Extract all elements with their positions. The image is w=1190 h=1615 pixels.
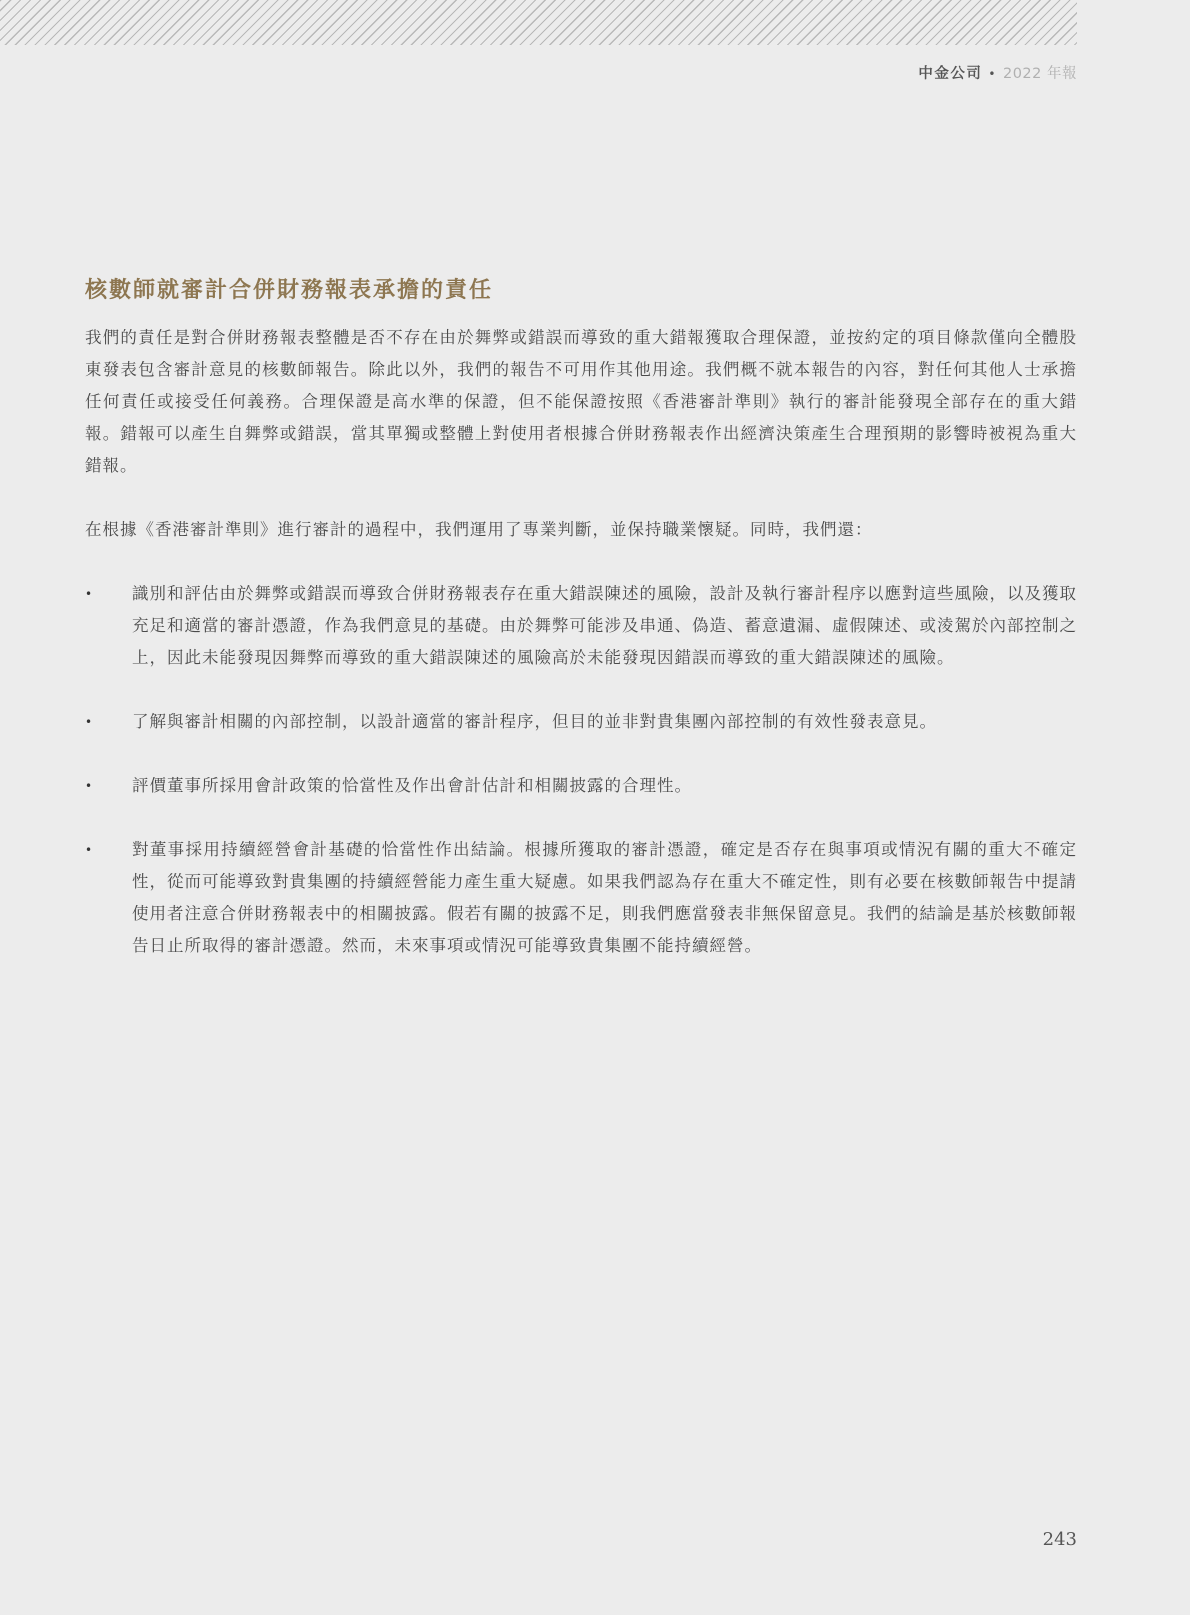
header-separator: • — [988, 67, 997, 81]
section-body — [85, 322, 1077, 994]
list-item — [85, 706, 1077, 738]
bullet-marker: • — [85, 587, 94, 601]
bullet-marker: • — [85, 843, 94, 857]
report-year: 2022 年報 — [1002, 66, 1077, 82]
list-item — [85, 578, 1077, 674]
body-paragraph: 我們的責任是對合併財務報表整體是否不存在由於舞弊或錯誤而導致的重大錯報獲取合理保證，並按約定的項目條款僅向全體股東發表包含審計意見的核數師報告。除此以外，我們的報告不可用作其他用途。我們概不就本報告的內容，對任何其他人士承擔任何責任或接受任何義務。合理保證是高水準的保證，但不能保證按照《香港審計準則》執行的審計能發現全部存在的重大錯報。錯報可以產生自舞弊或錯誤，當其單獨或整體上對使用者根據合併財務報表作出經濟決策產生合理預期的影響時被視為重大錯報。 — [85, 328, 1077, 475]
bullet-marker: • — [85, 779, 94, 793]
body-paragraph: 在根據《香港審計準則》進行審計的過程中，我們運用了專業判斷，並保持職業懷疑。同時，我們還： — [85, 520, 873, 539]
section-title: 核數師就審計合併財務報表承擔的責任 — [85, 278, 494, 303]
responsibility-list — [85, 578, 1077, 962]
decorative-hatch-band — [0, 0, 1077, 45]
list-item-text: 識別和評估由於舞弊或錯誤而導致合併財務報表存在重大錯誤陳述的風險，設計及執行審計程序以應對這些風險，以及獲取充足和適當的審計憑證，作為我們意見的基礎。由於舞弊可能涉及串通、偽造、蓄意遺漏、虛假陳述、或淩駕於內部控制之上，因此未能發現因舞弊而導致的重大錯誤陳述的風險高於未能發現因錯誤而導致的重大錯誤陳述的風險。 — [132, 584, 1077, 667]
company-name: 中金公司 — [918, 66, 983, 82]
list-item — [85, 834, 1077, 962]
page-number: 243 — [1042, 1529, 1077, 1550]
list-item-text: 了解與審計相關的內部控制，以設計適當的審計程序，但目的並非對貴集團內部控制的有效性發表意見。 — [132, 712, 937, 731]
list-item-text: 對董事採用持續經營會計基礎的恰當性作出結論。根據所獲取的審計憑證，確定是否存在與事項或情況有關的重大不確定性，從而可能導致對貴集團的持續經營能力產生重大疑慮。如果我們認為存在重大不確定性，則有必要在核數師報告中提請使用者注意合併財務報表中的相關披露。假若有關的披露不足，則我們應當發表非無保留意見。我們的結論是基於核數師報告日止所取得的審計憑證。然而，未來事項或情況可能導致貴集團不能持續經營。 — [132, 840, 1077, 955]
list-item — [85, 770, 1077, 802]
page-header — [918, 64, 1077, 84]
list-item-text: 評價董事所採用會計政策的恰當性及作出會計估計和相關披露的合理性。 — [132, 776, 692, 795]
bullet-marker: • — [85, 715, 94, 729]
